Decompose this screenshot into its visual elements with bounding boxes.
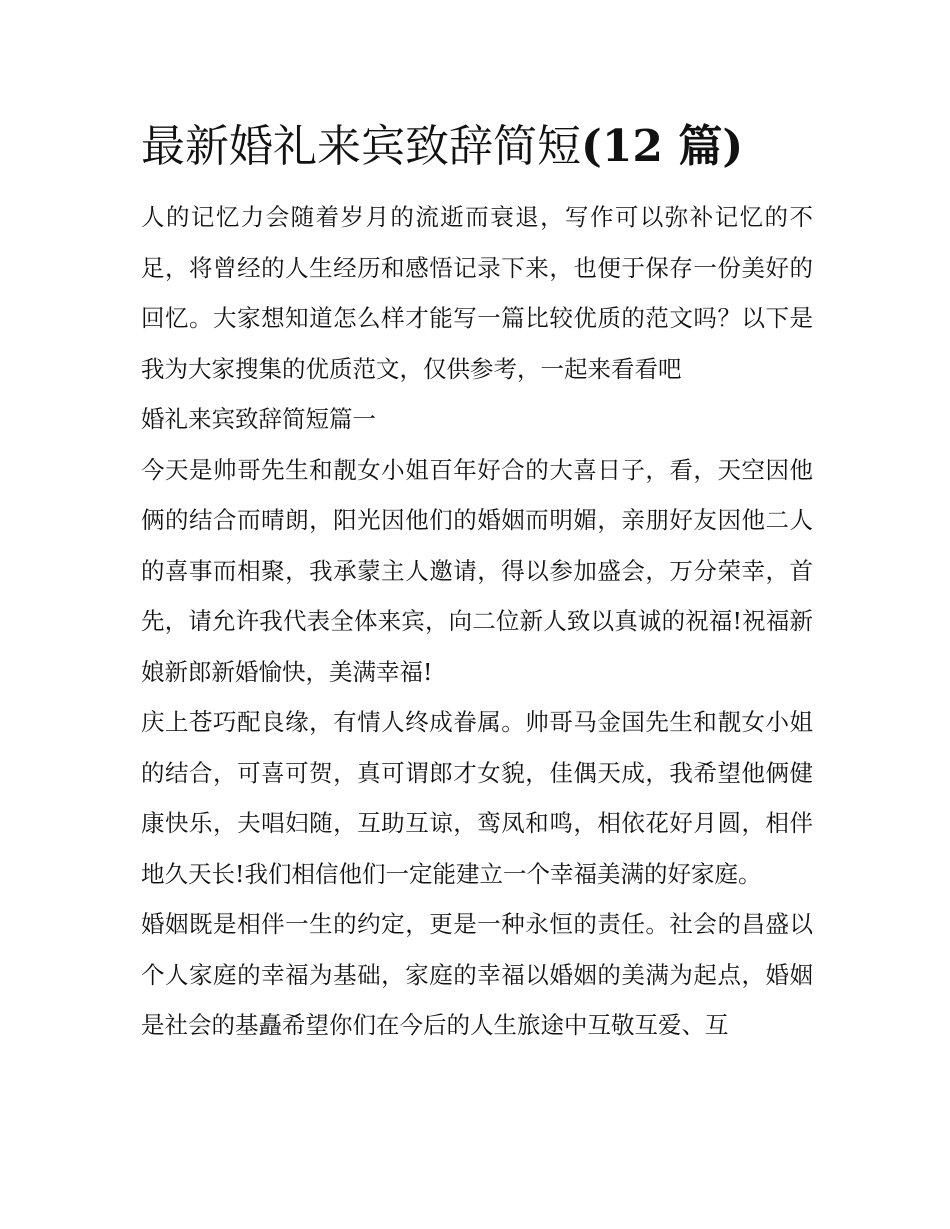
body-paragraph-1: 今天是帅哥先生和靓女小姐百年好合的大喜日子，看，天空因他俩的结合而晴朗，阳光因他们的婚姻而明媚，亲朋好友因他二人的喜事而相聚，我承蒙主人邀请，得以参加盛会，万分荣幸，首先，请允许我代表全体来宾，向二位新人致以真诚的祝福!祝福新娘新郎新婚愉快，美满幸福! xyxy=(141,455,813,686)
page-title xyxy=(141,112,813,182)
title-text: 最新婚礼来宾致辞简短 xyxy=(141,121,581,172)
intro-paragraph: 人的记忆力会随着岁月的流逝而衰退，写作可以弥补记忆的不足，将曾经的人生经历和感悟记录下来，也便于保存一份美好的回忆。大家想知道怎么样才能写一篇比较优质的范文吗？以下是我为大家搜集的优质范文，仅供参考，一起来看看吧 xyxy=(141,203,813,383)
body-paragraph-2: 庆上苍巧配良缘，有情人终成眷属。帅哥马金国先生和靓女小姐的结合，可喜可贺，真可谓郎才女貌，佳偶天成，我希望他俩健康快乐，夫唱妇随，互助互谅，鸾凤和鸣，相依花好月圆，相伴地久天长!我们相信他们一定能建立一个幸福美满的好家庭。 xyxy=(141,708,813,888)
document-body xyxy=(141,112,813,1051)
body-paragraph-3: 婚姻既是相伴一生的约定，更是一种永恒的责任。社会的昌盛以个人家庭的幸福为基础，家庭的幸福以婚姻的美满为起点，婚姻是社会的基矗希望你们在今后的人生旅途中互敬互爱、互 xyxy=(141,910,813,1039)
section-heading-1: 婚礼来宾致辞简短篇一 xyxy=(141,405,376,433)
title-count: (12 篇) xyxy=(581,121,744,172)
